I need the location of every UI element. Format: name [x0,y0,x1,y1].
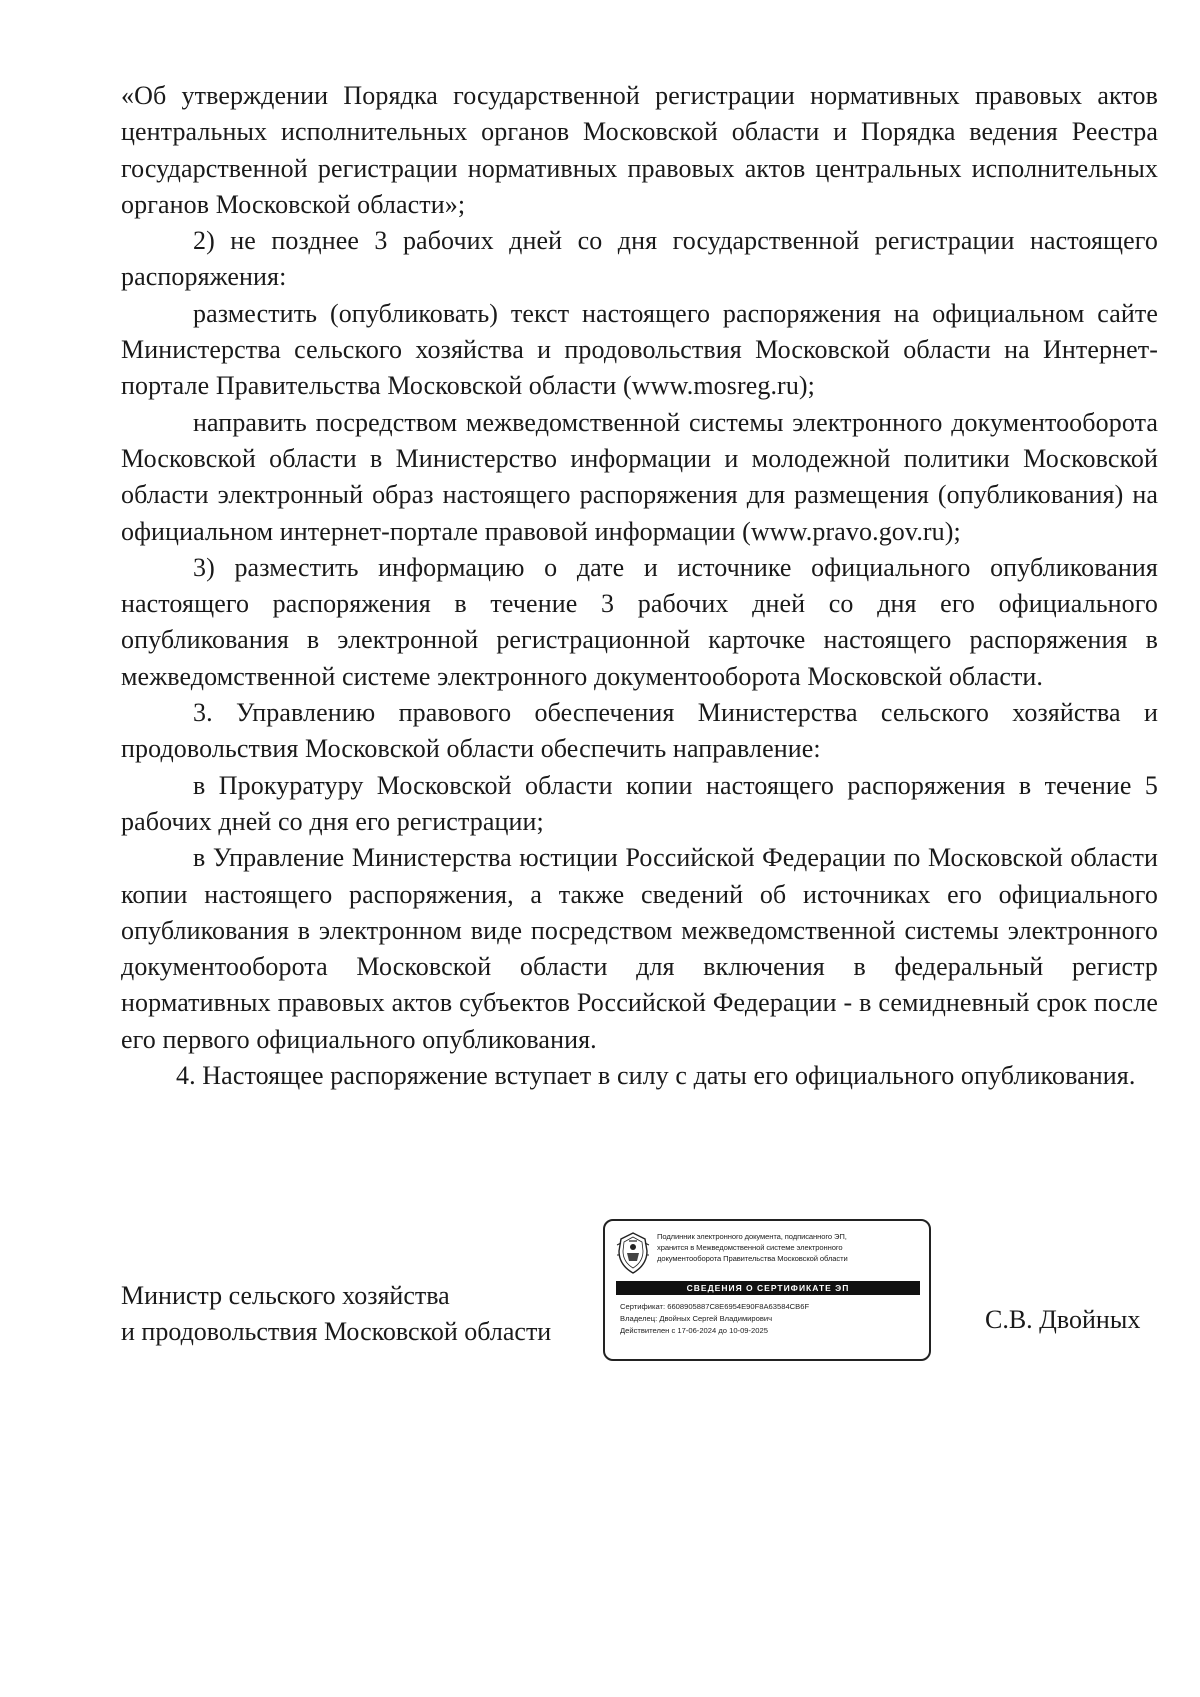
paragraph-order-title-continuation: «Об утверждении Порядка государственной регистрации нормативных правовых актов центральных исполнительных органов Московской области и Порядка ведения Реестра государственной регистрации нормативных правовых актов центральных исполнительных органов Московской области»; [121,81,1158,219]
stamp-header-line-2: хранится в Межведомственной системе электронного [657,1243,843,1252]
stamp-certificate-bar: СВЕДЕНИЯ О СЕРТИФИКАТЕ ЭП [616,1281,920,1295]
paragraph-item-2: 2) не позднее 3 рабочих дней со дня государственной регистрации настоящего распоряжения: [121,226,1158,292]
signer-title [121,1278,621,1350]
stamp-owner: Владелец: Двойных Сергей Владимирович [620,1314,773,1323]
stamp-header-line-1: Подлинник электронного документа, подписанного ЭП, [657,1232,847,1241]
paragraph-send-ministry-information: направить посредством межведомственной системы электронного документооборота Московской области в Министерство информации и молодежной политики Московской области электронный образ настоящего распоряжения для размещения (опубликования) на официальном интернет-портале правовой информации (www.pravo.gov.ru); [121,407,1158,546]
paragraph-section-3: 3. Управлению правового обеспечения Министерства сельского хозяйства и продовольствия Московской области обеспечить направление: [121,698,1158,764]
signer-title-line-1: Министр сельского хозяйства [121,1281,450,1310]
stamp-header [657,1231,925,1264]
stamp-validity: Действителен с 17-06-2024 до 10-09-2025 [620,1326,768,1335]
coat-of-arms-icon [615,1231,651,1275]
paragraph-prosecutor: в Прокуратуру Московской области копии настоящего распоряжения в течение 5 рабочих дней со дня его регистрации; [121,770,1158,836]
signer-name: С.В. Двойных [985,1305,1141,1334]
document-body [121,78,1158,1094]
paragraph-justice-ministry: в Управление Министерства юстиции Российской Федерации по Московской области копии настоящего распоряжения, а также сведений об источниках его официального опубликования в электронном виде посредством межведомственной системы электронного документооборота Московской области для включения в федеральный регистр нормативных правовых актов субъектов Российской Федерации - в семидневный срок после его первого официального опубликования. [121,843,1158,1054]
paragraph-item-3: 3) разместить информацию о дате и источнике официального опубликования настоящего распоряжения в течение 3 рабочих дней со дня его официального опубликования в электронной регистрационной карточке настоящего распоряжения в межведомственной системе электронного документооборота Московской области. [121,552,1158,691]
paragraph-section-4: 4. Настоящее распоряжение вступает в силу с даты его официального опубликования. [176,1061,1136,1091]
stamp-certificate-number: Сертификат: 6608905887C8E6954E90F8A63584CB6F [620,1302,810,1311]
stamp-details [620,1301,925,1337]
electronic-signature-stamp [603,1219,931,1361]
paragraph-publish-mosreg: разместить (опубликовать) текст настоящего распоряжения на официальном сайте Министерства сельского хозяйства и продовольствия Московской области на Интернет-портале Правительства Московской области (www.mosreg.ru); [121,298,1158,401]
signer-title-line-2: и продовольствия Московской области [121,1317,552,1346]
stamp-header-line-3: документооборота Правительства Московской области [657,1254,848,1263]
